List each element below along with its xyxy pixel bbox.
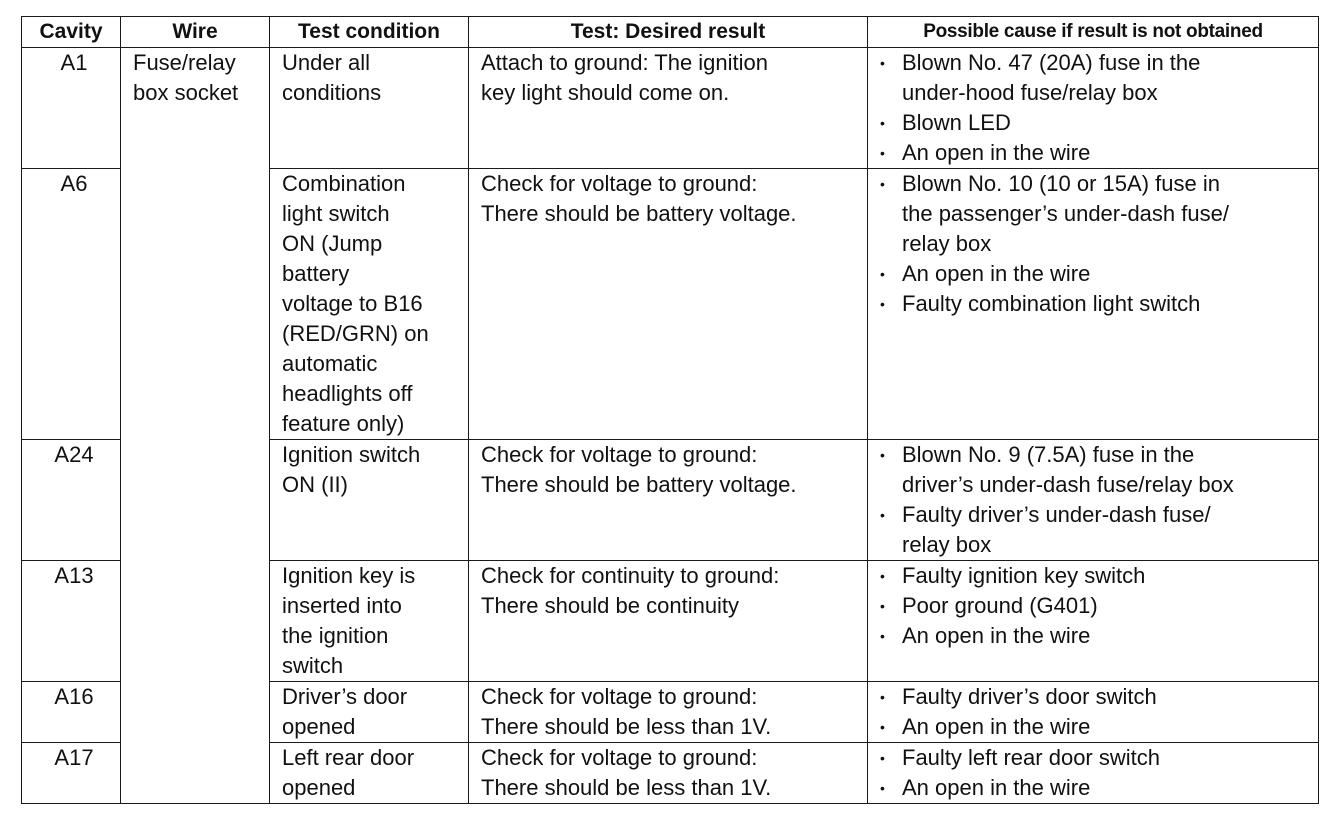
cause-item <box>880 621 1312 651</box>
cause-line: • Blown No. 47 (20A) fuse in the <box>902 50 1201 75</box>
cause-line: • Blown LED <box>902 110 1011 135</box>
result-line: key light should come on. <box>481 80 730 105</box>
cause-item <box>880 561 1312 591</box>
condition-line: opened <box>282 714 356 739</box>
condition-line: light switch <box>282 201 390 226</box>
cause-cell <box>868 682 1319 743</box>
condition-line: opened <box>282 775 356 800</box>
condition-cell <box>270 743 469 804</box>
cause-cell <box>868 440 1319 561</box>
table-row <box>22 48 1319 169</box>
cause-line: • An open in the wire <box>902 261 1091 286</box>
cause-item <box>880 48 1312 108</box>
condition-line: Left rear door <box>282 745 415 770</box>
cause-line: • Faulty left rear door switch <box>902 745 1160 770</box>
condition-line: Driver’s door <box>282 684 408 709</box>
condition-line: ON (Jump <box>282 231 383 256</box>
condition-cell <box>270 440 469 561</box>
cause-item <box>880 440 1312 500</box>
result-line: There should be battery voltage. <box>481 201 797 226</box>
cause-item <box>880 500 1312 560</box>
condition-line: Combination <box>282 171 406 196</box>
condition-line: automatic <box>282 351 378 376</box>
cause-line: • Faulty combination light switch <box>902 291 1201 316</box>
condition-line: (RED/GRN) on <box>282 321 429 346</box>
cause-cell <box>868 561 1319 682</box>
cause-line: • Blown No. 10 (10 or 15A) fuse in <box>902 171 1220 196</box>
header-wire: Wire <box>121 17 270 48</box>
result-line: Check for voltage to ground: <box>481 171 758 196</box>
result-line: There should be less than 1V. <box>481 775 772 800</box>
condition-line: the ignition <box>282 623 389 648</box>
result-line: Check for continuity to ground: <box>481 563 780 588</box>
header-test-condition: Test condition <box>270 17 469 48</box>
cause-line: • An open in the wire <box>902 775 1091 800</box>
condition-line: headlights off <box>282 381 413 406</box>
result-line: Check for voltage to ground: <box>481 442 758 467</box>
cause-item <box>880 773 1312 803</box>
cause-line: under-hood fuse/relay box <box>902 80 1158 105</box>
wire-line: Fuse/relay <box>133 50 236 75</box>
cause-line: • An open in the wire <box>902 623 1091 648</box>
result-line: Attach to ground: The ignition <box>481 50 769 75</box>
cause-line: • Faulty ignition key switch <box>902 563 1146 588</box>
cause-item <box>880 591 1312 621</box>
wire-cell <box>121 48 270 804</box>
condition-line: ON (II) <box>282 472 348 497</box>
cause-line: relay box <box>902 231 992 256</box>
result-line: There should be battery voltage. <box>481 472 797 497</box>
result-line: Check for voltage to ground: <box>481 745 758 770</box>
cause-item <box>880 743 1312 773</box>
condition-line: voltage to B16 <box>282 291 423 316</box>
condition-line: Under all <box>282 50 371 75</box>
cavity-cell: A6 <box>22 169 121 440</box>
cause-cell <box>868 743 1319 804</box>
result-line: There should be less than 1V. <box>481 714 772 739</box>
cause-item <box>880 138 1312 168</box>
cause-line: • Poor ground (G401) <box>902 593 1098 618</box>
condition-line: battery <box>282 261 350 286</box>
cause-cell <box>868 169 1319 440</box>
cavity-cell: A17 <box>22 743 121 804</box>
condition-cell <box>270 169 469 440</box>
cavity-cell: A24 <box>22 440 121 561</box>
cause-line: the passenger’s under-dash fuse/ <box>902 201 1229 226</box>
result-line: There should be continuity <box>481 593 740 618</box>
condition-cell <box>270 561 469 682</box>
condition-cell <box>270 682 469 743</box>
header-cavity: Cavity <box>22 17 121 48</box>
result-cell <box>469 743 868 804</box>
cause-item <box>880 169 1312 259</box>
cavity-cell: A16 <box>22 682 121 743</box>
result-cell <box>469 561 868 682</box>
cause-line: • An open in the wire <box>902 140 1091 165</box>
cause-line: • An open in the wire <box>902 714 1091 739</box>
cause-item <box>880 712 1312 742</box>
condition-line: Ignition switch <box>282 442 421 467</box>
cause-line: • Faulty driver’s door switch <box>902 684 1157 709</box>
result-cell <box>469 440 868 561</box>
cause-line: driver’s under-dash fuse/relay box <box>902 472 1234 497</box>
result-cell <box>469 48 868 169</box>
condition-line: inserted into <box>282 593 402 618</box>
condition-line: Ignition key is <box>282 563 416 588</box>
cause-item <box>880 682 1312 712</box>
result-cell <box>469 682 868 743</box>
header-row <box>22 17 1319 48</box>
cause-line: relay box <box>902 532 992 557</box>
cause-item <box>880 108 1312 138</box>
condition-cell <box>270 48 469 169</box>
condition-line: switch <box>282 653 344 678</box>
result-cell <box>469 169 868 440</box>
cavity-cell: A13 <box>22 561 121 682</box>
result-line: Check for voltage to ground: <box>481 684 758 709</box>
header-desired-result: Test: Desired result <box>469 17 868 48</box>
wire-line: box socket <box>133 80 239 105</box>
cause-item <box>880 289 1312 319</box>
cause-cell <box>868 48 1319 169</box>
condition-line: conditions <box>282 80 382 105</box>
header-possible-cause: Possible cause if result is not obtained <box>868 17 1319 48</box>
cavity-cell: A1 <box>22 48 121 169</box>
cause-item <box>880 259 1312 289</box>
diagnostic-table <box>21 16 1319 804</box>
condition-line: feature only) <box>282 411 405 436</box>
cause-line: • Faulty driver’s under-dash fuse/ <box>902 502 1211 527</box>
cause-line: • Blown No. 9 (7.5A) fuse in the <box>902 442 1195 467</box>
